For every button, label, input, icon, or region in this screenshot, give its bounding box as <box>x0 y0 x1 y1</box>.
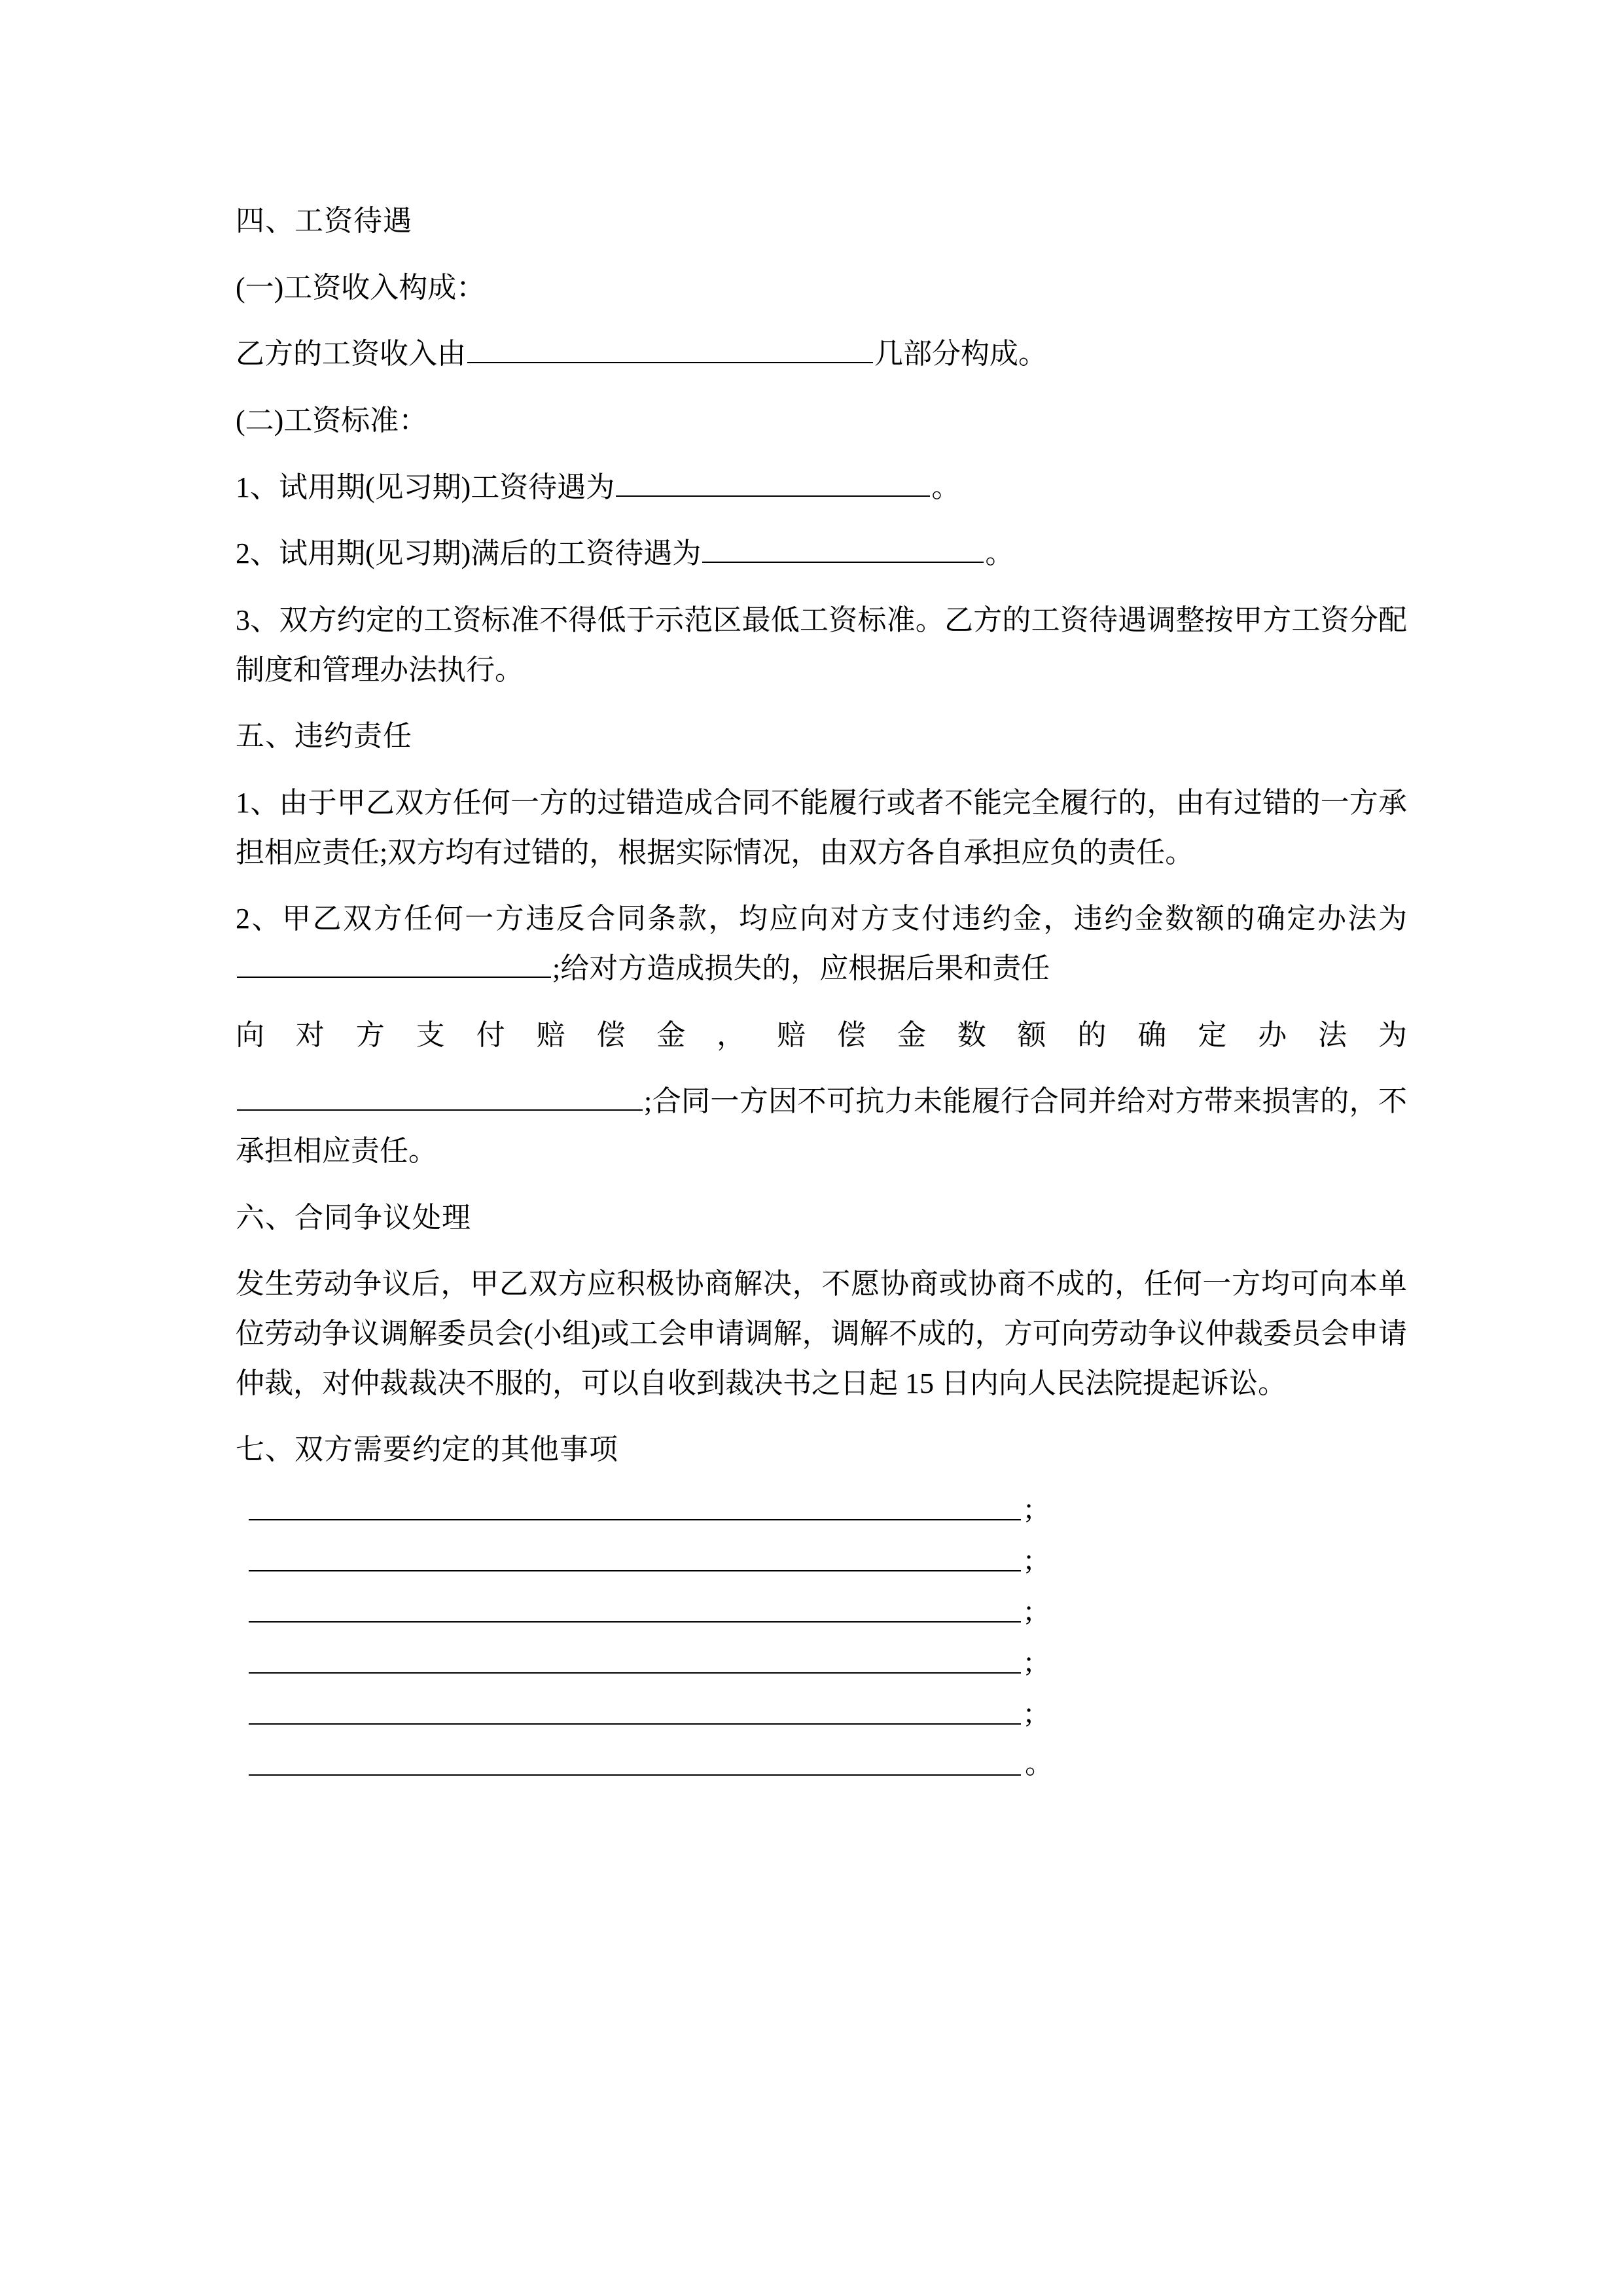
probation-wage-blank[interactable] <box>616 464 930 497</box>
section-4-item-3: 3、双方约定的工资标准不得低于示范区最低工资标准。乙方的工资待遇调整按甲方工资分配制度和管理办法执行。 <box>236 604 1407 686</box>
post-probation-wage-blank[interactable] <box>702 530 984 563</box>
compensation-suffix: ;合同一方因不可抗力未能履行合同并给对方带来损害的，不承担相应责任。 <box>236 1085 1407 1168</box>
other-matter-line <box>236 1594 1407 1627</box>
other-matter-line <box>236 1696 1407 1729</box>
other-matter-blank[interactable] <box>249 1748 1021 1776</box>
wage-composition-blank[interactable] <box>467 331 873 363</box>
other-matter-terminator: ; <box>1025 1645 1033 1678</box>
section-6-heading: 六、合同争议处理 <box>236 1201 471 1234</box>
other-matter-terminator: ; <box>1025 1492 1033 1525</box>
breach-penalty-prefix: 2、甲乙双方任何一方违反合同条款，均应向对方支付违约金，违约金数额的确定办法为 <box>236 903 1407 935</box>
other-matter-blank[interactable] <box>249 1697 1021 1725</box>
other-matter-line <box>236 1492 1407 1525</box>
wage-composition-prefix: 乙方的工资收入由 <box>236 338 466 370</box>
wage-composition-suffix: 几部分构成。 <box>874 338 1047 370</box>
compensation-prefix: 向 对 方 支 付 赔 偿 金 ， 赔 偿 金 数 额 的 确 定 办 法 为 <box>236 1018 1407 1051</box>
probation-wage-suffix: 。 <box>931 471 961 503</box>
section-4-subheading-1: (一)工资收入构成： <box>236 271 486 304</box>
other-matter-blank[interactable] <box>249 1493 1021 1520</box>
section-4-item-1 <box>236 463 1407 512</box>
section-7-blank-lines <box>236 1492 1407 1780</box>
section-4-heading: 四、工资待遇 <box>236 205 412 237</box>
breach-penalty-middle: ;给对方造成损失的，应根据后果和责任 <box>552 952 1050 985</box>
other-matter-blank[interactable] <box>249 1544 1021 1571</box>
other-matter-line <box>236 1747 1407 1780</box>
section-5-heading: 五、违约责任 <box>236 720 412 753</box>
section-4-item-2 <box>236 529 1407 579</box>
section-4-wage-composition-line <box>236 329 1407 379</box>
post-probation-wage-suffix: 。 <box>985 537 1014 570</box>
other-matter-blank[interactable] <box>249 1646 1021 1674</box>
section-5-compensation-line <box>236 1011 1407 1060</box>
other-matter-terminator: ; <box>1025 1543 1033 1576</box>
section-5-item-2 <box>236 894 1407 993</box>
section-4-subheading-2: (二)工资标准： <box>236 404 428 437</box>
section-7-heading: 七、双方需要约定的其他事项 <box>236 1433 618 1466</box>
other-matter-line <box>236 1543 1407 1576</box>
section-5-item-1: 1、由于甲乙双方任何一方的过错造成合同不能履行或者不能完全履行的，由有过错的一方承担相应责任;双方均有过错的，根据实际情况，由双方各自承担应负的责任。 <box>236 787 1407 869</box>
probation-wage-prefix: 1、试用期(见习期)工资待遇为 <box>236 471 615 503</box>
section-5-compensation-blank-line <box>236 1077 1407 1175</box>
other-matter-blank[interactable] <box>249 1595 1021 1623</box>
section-6-body: 发生劳动争议后，甲乙双方应积极协商解决，不愿协商或协商不成的，任何一方均可向本单位劳动争议调解委员会(小组)或工会申请调解，调解不成的，方可向劳动争议仲裁委员会申请仲裁，对仲裁裁决不服的，可以自收到裁决书之日起 15 日内向人民法院提起诉讼。 <box>236 1268 1407 1399</box>
other-matter-terminator: 。 <box>1025 1748 1054 1780</box>
other-matter-terminator: ; <box>1025 1594 1033 1627</box>
compensation-blank[interactable] <box>237 1078 643 1111</box>
post-probation-wage-prefix: 2、试用期(见习期)满后的工资待遇为 <box>236 537 702 570</box>
other-matter-terminator: ; <box>1025 1696 1033 1729</box>
document-body <box>236 196 1407 1780</box>
breach-penalty-blank[interactable] <box>237 945 551 978</box>
other-matter-line <box>236 1645 1407 1678</box>
